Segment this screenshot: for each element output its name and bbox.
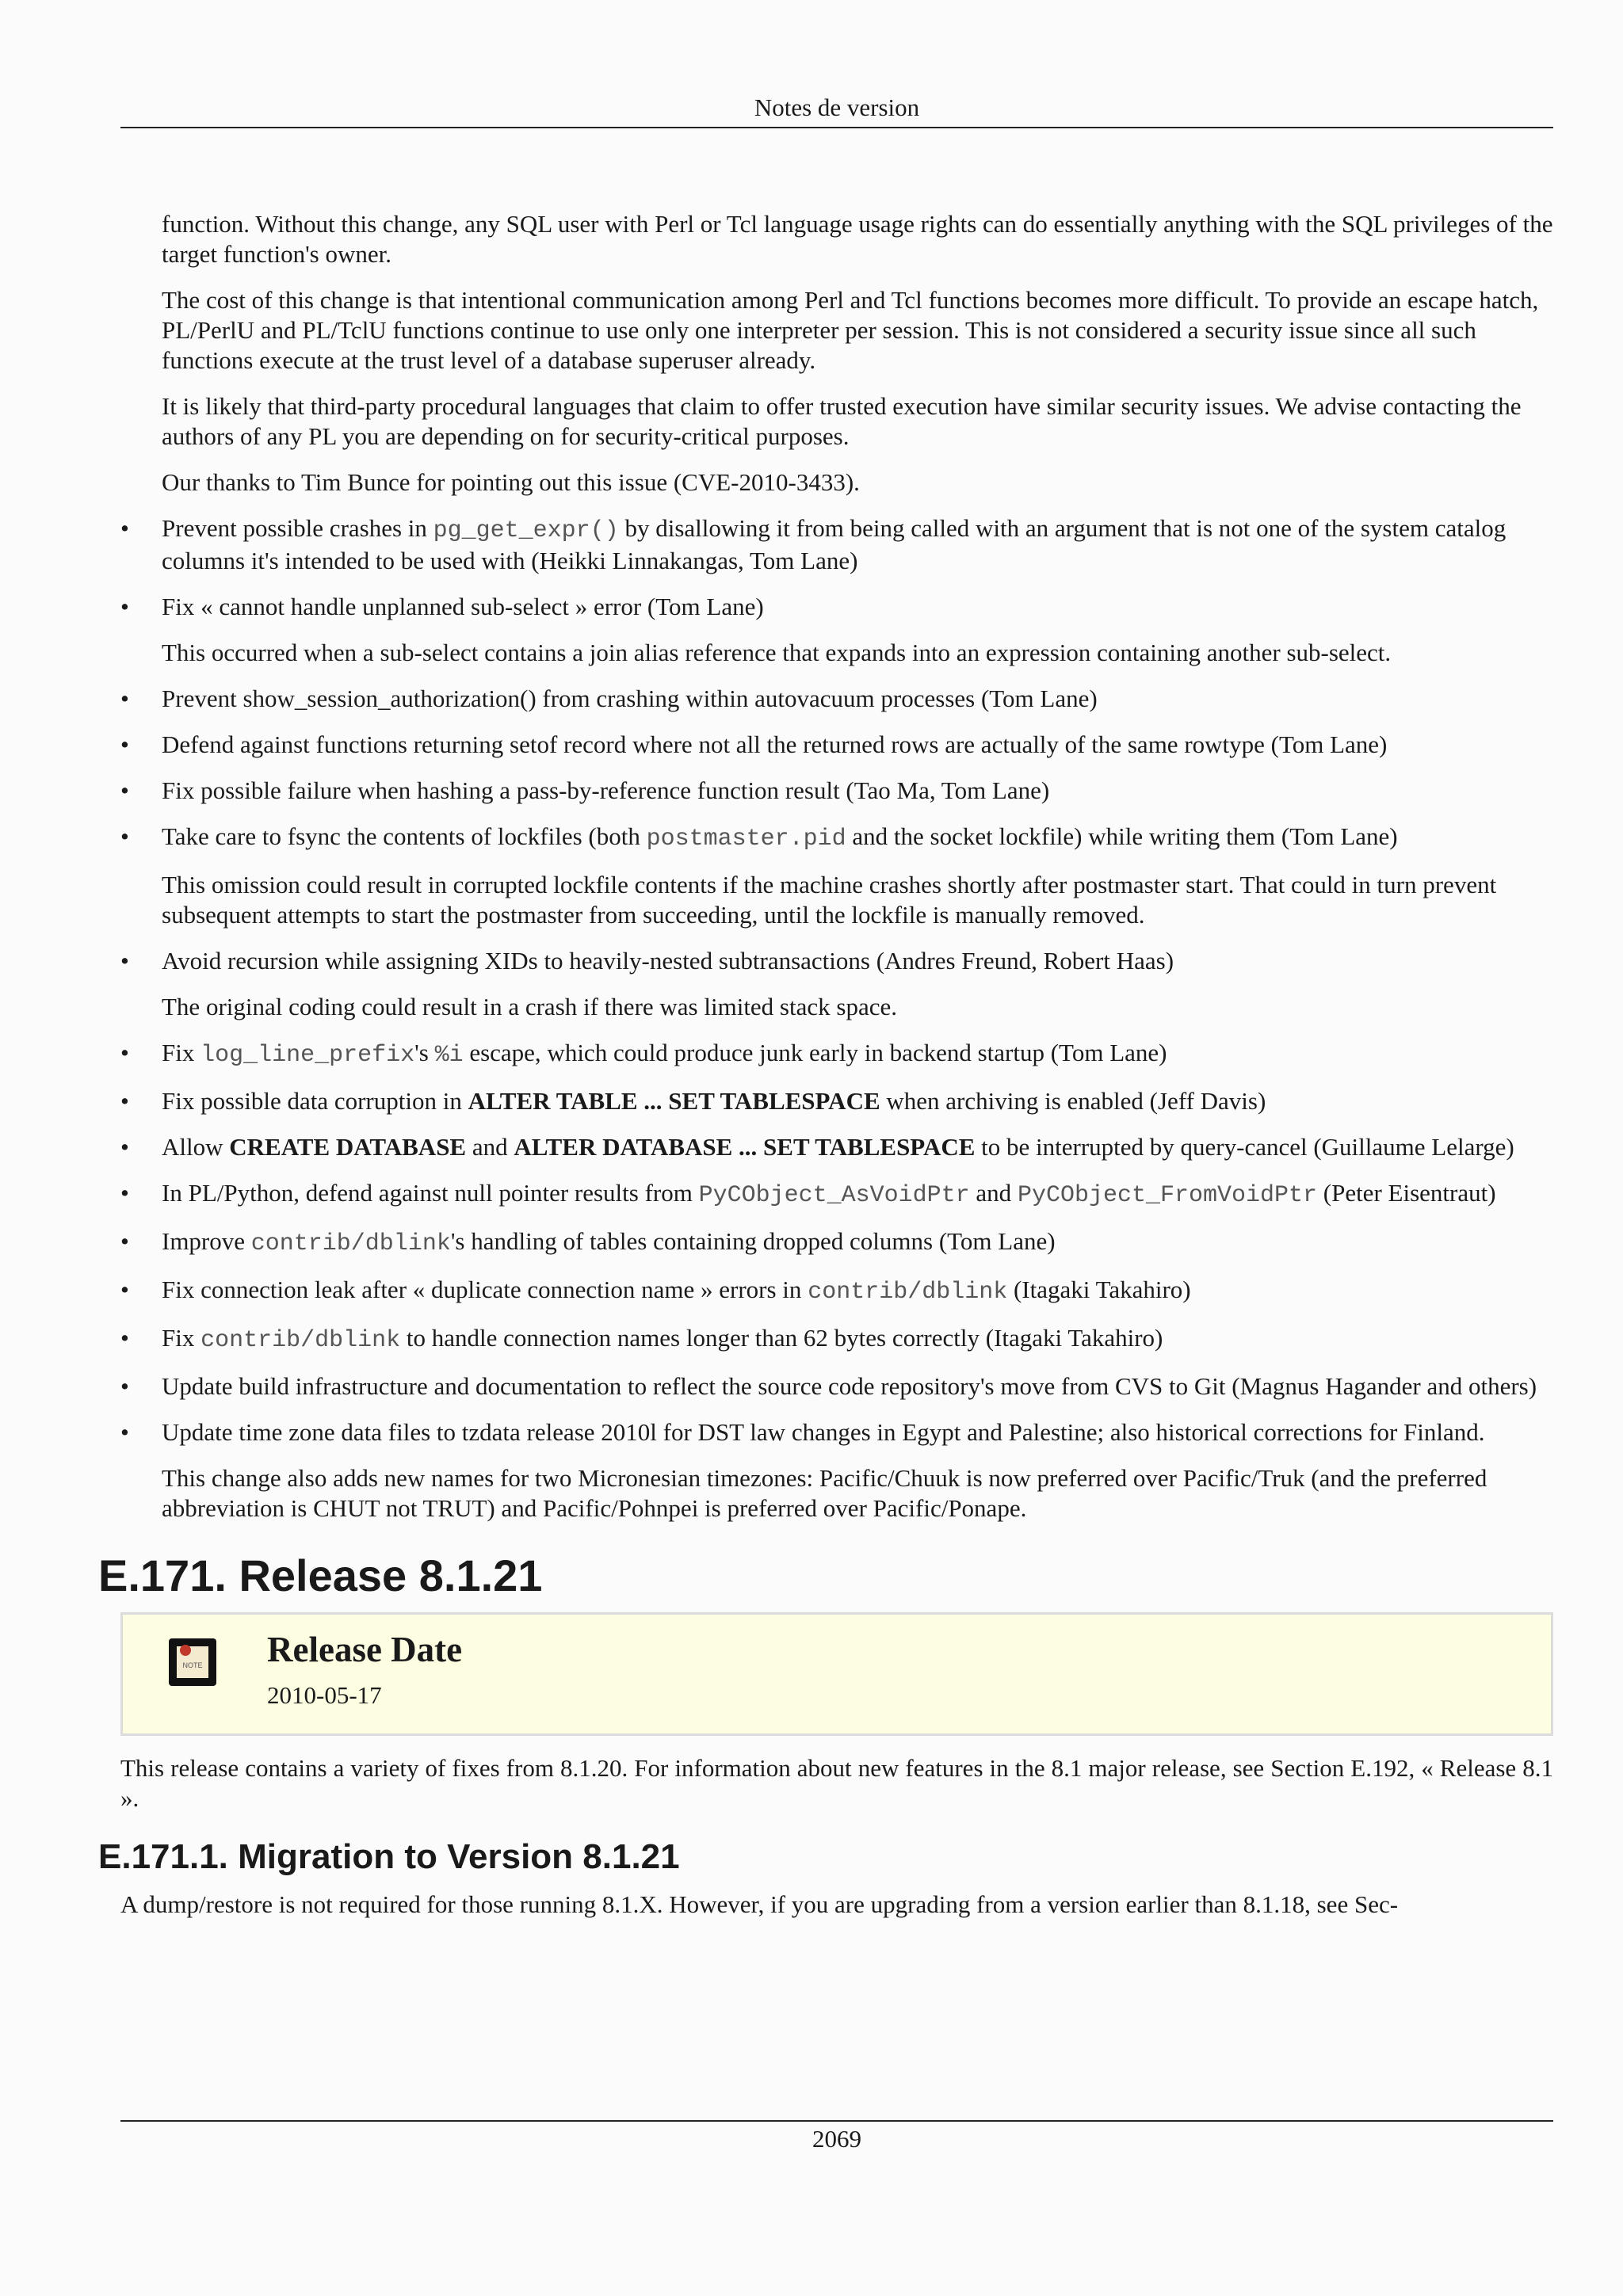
sql-command: ALTER TABLE ... SET TABLESPACE [468,1087,880,1115]
item-detail: This occurred when a sub-select contains a join alias reference that expands into an expression containing another sub-select. [162,639,1392,666]
sql-command: ALTER DATABASE ... SET TABLESPACE [514,1133,976,1161]
list-item: • Allow CREATE DATABASE and ALTER DATABASE ... SET TABLESPACE to be interrupted by query-cancel (Guillaume Lelarge) [120,1132,1553,1162]
page-number: 2069 [812,2125,861,2153]
item-detail: The original coding could result in a crash if there was limited stack space. [162,993,897,1020]
footer-rule [120,2120,1553,2122]
intro-paragraph: Our thanks to Tim Bunce for pointing out this issue (CVE-2010-3433). [162,468,860,496]
note-title: Release Date [267,1630,463,1669]
inline-code: log_line_prefix [200,1042,415,1069]
list-item: • Fix possible data corruption in ALTER TABLE ... SET TABLESPACE when archiving is enabled (Jeff Davis) [120,1086,1553,1116]
list-item: • In PL/Python, defend against null pointer results from PyCObject_AsVoidPtr and PyCObject_FromVoidPtr (Peter Eisentraut) [120,1178,1553,1211]
intro-paragraph: function. Without this change, any SQL user with Perl or Tcl language usage rights can do essentially anything with the SQL privileges of the target function's owner. [162,210,1553,268]
inline-code: pg_get_expr() [433,517,619,544]
sql-command: CREATE DATABASE [229,1133,467,1161]
page-header: Notes de version [754,93,920,121]
list-item: • Fix « cannot handle unplanned sub-select » error (Tom Lane) This occurred when a sub-select contains a join alias reference that expands into an expression containing another sub-select. [120,592,1553,668]
fix-list [120,513,1553,1524]
list-item: • Take care to fsync the contents of lockfiles (both postmaster.pid and the socket lockfile) while writing them (Tom Lane) This omission could result in corrupted lockfile contents if the machine crashes shortly after postmaster start. That could in turn prevent subsequent attempts to start the postmaster from succeeding, until the lockfile is manually removed. [120,822,1553,930]
list-item: • Avoid recursion while assigning XIDs to heavily-nested subtransactions (Andres Freund, Robert Haas) The original coding could result in a crash if there was limited stack space. [120,946,1553,1022]
list-item: • Defend against functions returning setof record where not all the returned rows are actually of the same rowtype (Tom Lane) [120,730,1553,760]
subsection-heading: E.171.1. Migration to Version 8.1.21 [98,1837,680,1876]
header-rule [120,127,1553,128]
list-item: • Improve contrib/dblink's handling of tables containing dropped columns (Tom Lane) [120,1226,1553,1259]
inline-code: contrib/dblink [808,1279,1008,1306]
list-item: • Fix connection leak after « duplicate connection name » errors in contrib/dblink (Itagaki Takahiro) [120,1275,1553,1307]
note-icon: NOTE [169,1638,216,1686]
inline-code: %i [434,1042,464,1069]
item-detail: This change also adds new names for two Micronesian timezones: Pacific/Chuuk is now preferred over Pacific/Truk (and the preferred abbreviation is CHUT not TRUT) and Pacific/Pohnpei is preferred over Pacific/Ponape. [162,1464,1487,1522]
section-heading: E.171. Release 8.1.21 [98,1550,543,1600]
list-item: • Update time zone data files to tzdata release 2010l for DST law changes in Egypt and Palestine; also historical corrections for Finland. This change also adds new names for two Micronesian timezones: Pacific/Chuuk is now preferred over Pacific/Truk (and the preferred abbreviation is CHUT not TRUT) and Pacific/Pohnpei is preferred over Pacific/Ponape. [120,1417,1553,1524]
inline-code: postmaster.pid [646,826,846,852]
inline-code: PyCObject_AsVoidPtr [698,1182,970,1209]
inline-code: PyCObject_FromVoidPtr [1017,1182,1317,1209]
list-item: • Fix log_line_prefix's %i escape, which could produce junk early in backend startup (Tom Lane) [120,1038,1553,1070]
item-detail: This omission could result in corrupted lockfile contents if the machine crashes shortly after postmaster start. That could in turn prevent subsequent attempts to start the postmaster from succeeding, until the lockfile is manually removed. [162,871,1497,929]
list-item: • Fix contrib/dblink to handle connection names longer than 62 bytes correctly (Itagaki Takahiro) [120,1323,1553,1356]
list-item: • Fix possible failure when hashing a pass-by-reference function result (Tao Ma, Tom Lane) [120,776,1553,806]
list-item: • Prevent possible crashes in pg_get_expr() by disallowing it from being called with an argument that is not one of the system catalog columns it's intended to be used with (Heikki Linnakangas, Tom Lane) [120,513,1553,576]
page-content [98,209,1553,1920]
migration-text: A dump/restore is not required for those running 8.1.X. However, if you are upgrading from a version earlier than 8.1.18, see Sec- [120,1890,1399,1918]
intro-paragraph: The cost of this change is that intentional communication among Perl and Tcl functions becomes more difficult. To provide an escape hatch, PL/PerlU and PL/TclU functions continue to use only one interpreter per session. This is not considered a security issue since all such functions execute at the trust level of a database superuser already. [162,286,1539,374]
inline-code: contrib/dblink [200,1327,401,1354]
release-date-note [120,1612,1553,1736]
intro-paragraph: It is likely that third-party procedural languages that claim to offer trusted execution have similar security issues. We advise contacting the authors of any PL you are depending on for security-critical purposes. [162,392,1522,450]
list-item: • Prevent show_session_authorization() from crashing within autovacuum processes (Tom Lane) [120,684,1553,714]
list-item: • Update build infrastructure and documentation to reflect the source code repository's move from CVS to Git (Magnus Hagander and others) [120,1371,1553,1402]
release-summary: This release contains a variety of fixes from 8.1.20. For information about new features in the 8.1 major release, see Section E.192, « Release 8.1 ». [120,1754,1553,1812]
inline-code: contrib/dblink [250,1230,451,1257]
release-date: 2010-05-17 [267,1681,382,1709]
